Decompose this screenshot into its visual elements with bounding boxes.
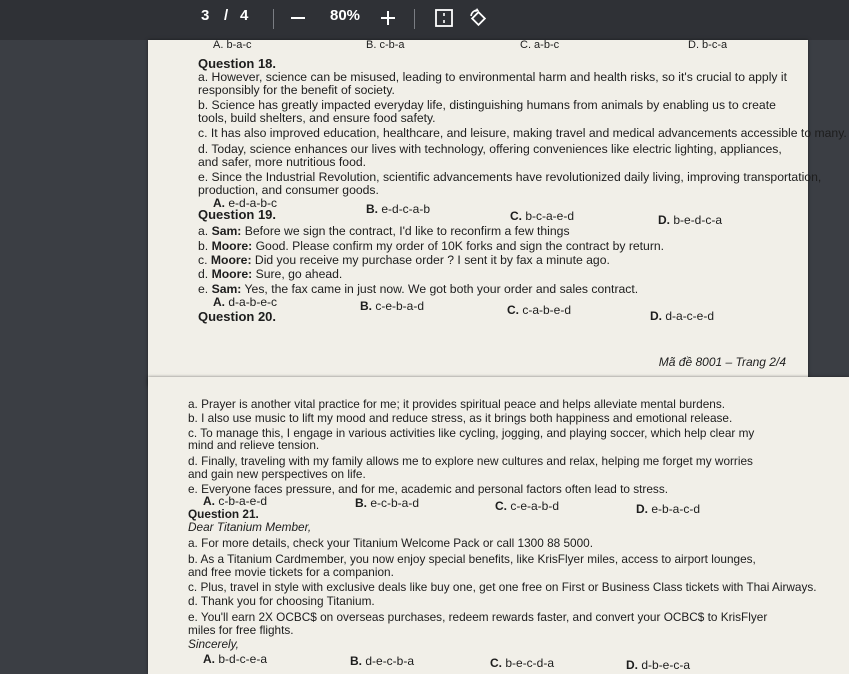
option-letter: A. (203, 652, 215, 666)
cut-option: B. c-b-a (366, 40, 405, 49)
question-text-line: b. As a Titanium Cardmember, you now enjoy special benefits, like KrisFlyer miles, access to airport lounges, (188, 552, 756, 566)
line-prefix: d. (198, 267, 212, 281)
rotate-icon[interactable] (468, 8, 488, 28)
answer-option-d[interactable] (626, 659, 690, 672)
pdf-page-2 (148, 40, 847, 386)
question-text-line: e. Since the Industrial Revolution, scientific advancements have revolutionized daily living, improving transportation, (198, 170, 822, 184)
dialogue-line (198, 240, 664, 253)
answer-option-d[interactable] (636, 503, 700, 516)
pdf-page-3 (148, 377, 849, 674)
question-text-line: mind and relieve tension. (188, 438, 320, 452)
answer-option-b[interactable] (350, 655, 414, 668)
line-prefix: b. (198, 239, 212, 253)
question-text-line: d. Today, science enhances our lives with technology, offering conveniences like electric lighting, appliances, (198, 142, 782, 156)
speaker-name: Moore: (211, 239, 253, 253)
line-text: Sure, go ahead. (252, 267, 343, 281)
question-20-title: Question 20. (198, 309, 277, 324)
answer-option-a[interactable] (213, 296, 277, 309)
option-text: c-b-a-e-d (218, 494, 268, 508)
dialogue-line (198, 268, 342, 281)
question-text-line: tools, build shelters, and ensure food safety. (198, 111, 436, 125)
option-letter: A. (213, 295, 225, 309)
line-text: Before we sign the contract, I'd like to reconfirm a few things (241, 224, 570, 238)
speaker-name: Moore: (210, 253, 252, 267)
current-page-number[interactable]: 3 (201, 7, 210, 24)
answer-option-c[interactable] (495, 500, 559, 513)
dialogue-line (198, 254, 610, 267)
total-pages: 4 (240, 7, 249, 24)
option-letter: A. (213, 196, 225, 210)
option-text: c-a-b-e-d (522, 303, 572, 317)
answer-option-c[interactable] (507, 304, 571, 317)
question-text-line: a. Prayer is another vital practice for me; it provides spiritual peace and helps alleviate mental burdens. (188, 397, 726, 411)
letter-closing: Sincerely, (188, 637, 239, 651)
cut-option: C. a-b-c (520, 40, 560, 49)
page-separator: / (224, 7, 229, 24)
question-18-title: Question 18. (198, 56, 277, 71)
line-text: Good. Please confirm my order of 10K forks and sign the contract by return. (252, 239, 665, 253)
option-letter: D. (650, 309, 662, 323)
option-text: d-a-b-e-c (228, 295, 278, 309)
option-letter: A. (203, 494, 215, 508)
page-footer: Mã đề 8001 – Trang 2/4 (658, 355, 786, 369)
question-text-line: production, and consumer goods. (198, 183, 379, 197)
option-letter: B. (355, 496, 367, 510)
question-text-line: responsibly for the benefit of society. (198, 83, 395, 97)
line-text: Did you receive my purchase order ? I sent it by fax a minute ago. (251, 253, 610, 267)
toolbar-divider (414, 9, 415, 29)
question-text-line: and free movie tickets for a companion. (188, 565, 394, 579)
speaker-name: Sam: (211, 224, 242, 238)
cut-option: A. b-a-c (213, 40, 252, 49)
question-text-line: miles for free flights. (188, 623, 294, 637)
line-prefix: e. (198, 282, 212, 296)
question-text-line: e. You'll earn 2X OCBC$ on overseas purchases, redeem rewards faster, and convert your OCBC$ to KrisFlyer (188, 610, 768, 624)
answer-option-d[interactable] (658, 214, 722, 227)
line-prefix: c. (198, 253, 211, 267)
option-text: d-b-e-c-a (641, 658, 691, 672)
option-text: b-e-c-d-a (505, 656, 555, 670)
zoom-out-icon[interactable] (288, 8, 308, 28)
answer-option-d[interactable] (650, 310, 714, 323)
question-text-line: c. It has also improved education, healthcare, and leisure, making travel and medical advancements accessible to many. (198, 126, 847, 140)
line-prefix: a. (198, 224, 212, 238)
option-text: e-d-a-b-c (228, 196, 278, 210)
answer-option-c[interactable] (510, 210, 574, 223)
line-text: Yes, the fax came in just now. We got both your order and sales contract. (241, 282, 639, 296)
option-text: b-e-d-c-a (673, 213, 723, 227)
option-text: d-a-c-e-d (665, 309, 715, 323)
question-text-line: c. Plus, travel in style with exclusive deals like buy one, get one free on First or Business Class tickets with Thai Airways. (188, 580, 817, 594)
question-19-title: Question 19. (198, 207, 277, 222)
answer-option-b[interactable] (360, 300, 424, 313)
question-text-line: b. Science has greatly impacted everyday life, distinguishing humans from animals by enabling us to create (198, 98, 776, 112)
option-text: e-d-c-a-b (381, 202, 431, 216)
zoom-in-icon[interactable] (378, 8, 398, 28)
question-text-line: d. Thank you for choosing Titanium. (188, 594, 375, 608)
option-text: e-b-a-c-d (651, 502, 701, 516)
option-text: b-d-c-e-a (218, 652, 268, 666)
answer-option-b[interactable] (366, 203, 430, 216)
option-text: e-c-b-a-d (370, 496, 420, 510)
answer-option-a[interactable] (203, 653, 267, 666)
question-text-line: and gain new perspectives on life. (188, 467, 366, 481)
option-text: b-c-a-e-d (525, 209, 575, 223)
answer-option-c[interactable] (490, 657, 554, 670)
letter-greeting: Dear Titanium Member, (188, 520, 312, 534)
speaker-name: Moore: (211, 267, 253, 281)
option-text: c-e-a-b-d (510, 499, 560, 513)
pdf-toolbar (0, 0, 849, 40)
question-text-line: a. However, science can be misused, leading to environmental harm and health risks, so it's crucial to apply it (198, 70, 787, 84)
option-letter: C. (510, 209, 522, 223)
speaker-name: Sam: (211, 282, 242, 296)
fit-page-icon[interactable] (434, 8, 454, 28)
cut-option: D. b-c-a (688, 40, 728, 49)
option-letter: C. (495, 499, 507, 513)
question-21-title: Question 21. (188, 507, 259, 521)
dialogue-line (198, 225, 570, 238)
question-text-line: and safer, more nutritious food. (198, 155, 367, 169)
zoom-level[interactable]: 80% (330, 7, 361, 24)
option-text: c-e-b-a-d (375, 299, 425, 313)
option-letter: C. (490, 656, 502, 670)
option-letter: B. (366, 202, 378, 216)
option-letter: D. (636, 502, 648, 516)
question-text-line: a. For more details, check your Titanium Welcome Pack or call 1300 88 5000. (188, 536, 593, 550)
answer-option-b[interactable] (355, 497, 419, 510)
option-letter: B. (360, 299, 372, 313)
option-letter: C. (507, 303, 519, 317)
option-letter: D. (626, 658, 638, 672)
option-letter: B. (350, 654, 362, 668)
question-text-line: d. Finally, traveling with my family allows me to explore new cultures and relax, helping me forget my worries (188, 454, 753, 468)
option-text: d-e-c-b-a (365, 654, 415, 668)
question-text-line: e. Everyone faces pressure, and for me, academic and personal factors often lead to stress. (188, 482, 668, 496)
question-text-line: b. I also use music to lift my mood and reduce stress, as it brings both happiness and emotional release. (188, 411, 733, 425)
toolbar-divider (273, 9, 274, 29)
option-letter: D. (658, 213, 670, 227)
question-text-line: c. To manage this, I engage in various activities like cycling, jogging, and playing soccer, which help clear my (188, 426, 755, 440)
